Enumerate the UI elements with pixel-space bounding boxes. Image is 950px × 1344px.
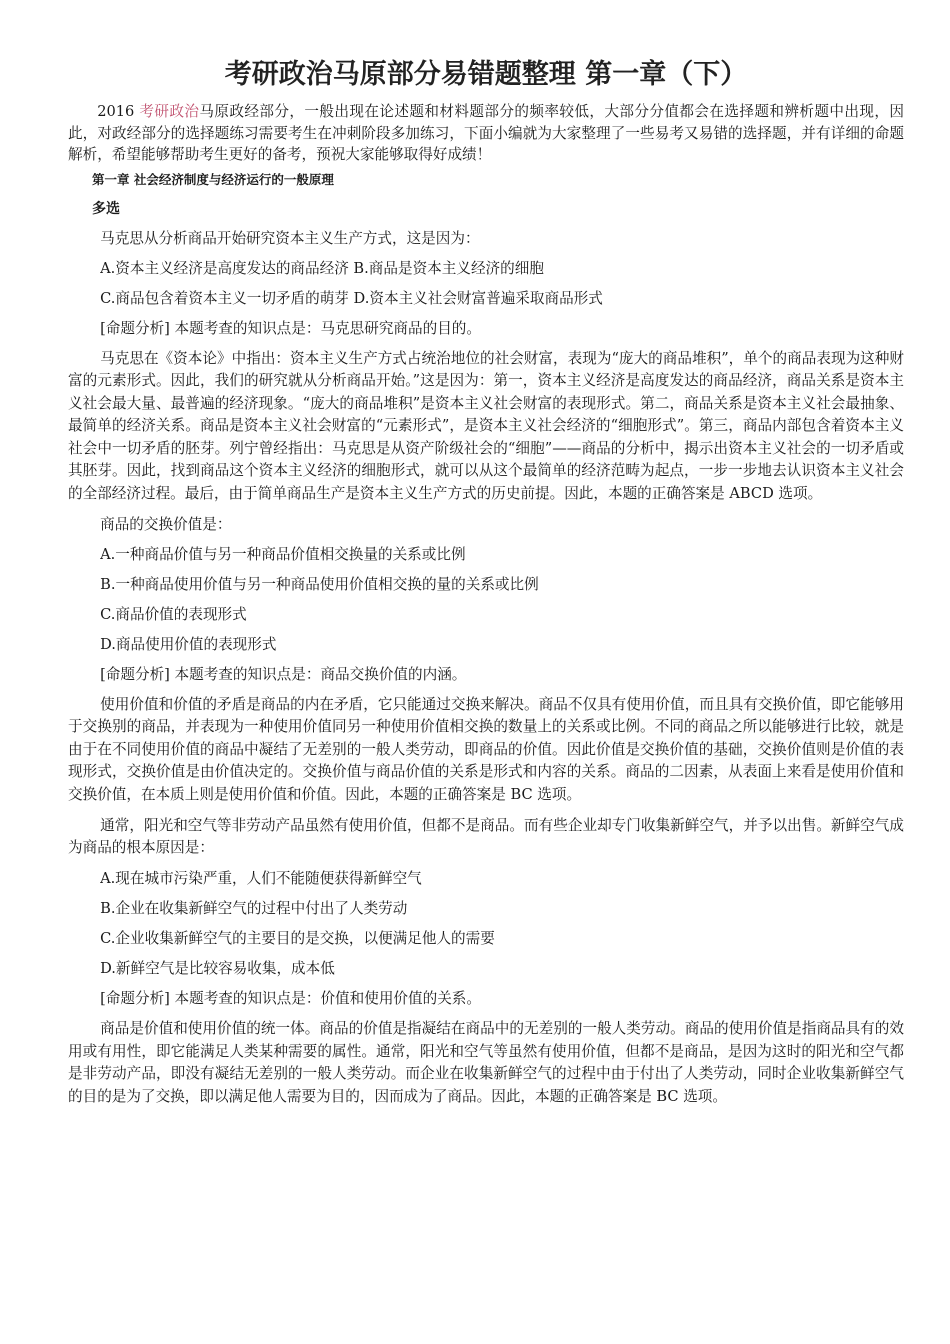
question-stem: 马克思从分析商品开始研究资本主义生产方式，这是因为： — [100, 229, 480, 247]
analysis-label: [命题分析] 本题考查的知识点是：商品交换价值的内涵。 — [100, 665, 467, 683]
option-line: B.一种商品使用价值与另一种商品使用价值相交换的量的关系或比例 — [100, 575, 539, 593]
analysis-label: [命题分析] 本题考查的知识点是：价值和使用价值的关系。 — [100, 990, 481, 1007]
section-heading: 多选 — [92, 200, 120, 217]
page-title: 考研政治马原部分易错题整理 第一章（下） — [224, 59, 748, 90]
explanation-paragraph: 使用价值和价值的矛盾是商品的内在矛盾，它只能通过交换来解决。商品不仅具有使用价值，而且具有交换价值，即它能够用于交换别的商品，并表现为一种使用价值同另一种使用价值相交换的数量上的关系或比例。不同的商品之所以能够进行比较，就是由于在不同使用价值的商品中凝结了无差别的一般人类劳动，即商品的价值。因此价值是交换价值的基础，交换价值则是价值的表现形式，交换价值是由价值决定的。交换价值与商品价值的关系是形式和内容的关系。商品的二因素，从表面上来看是使用价值和交换价值，在本质上则是使用价值和价值。因此，本题的正确答案是 BC 选项。 — [68, 695, 904, 803]
option-line: C.商品价值的表现形式 — [100, 605, 247, 623]
intro-paragraph — [68, 101, 904, 166]
question-stem: 通常，阳光和空气等非劳动产品虽然有使用价值，但都不是商品。而有些企业却专门收集新鲜空气，并予以出售。新鲜空气成为商品的根本原因是： — [68, 816, 904, 856]
option-line: C.商品包含着资本主义一切矛盾的萌芽 D.资本主义社会财富普遍采取商品形式 — [100, 289, 603, 307]
document-page — [68, 52, 904, 1117]
option-line: A.现在城市污染严重，人们不能随便获得新鲜空气 — [100, 870, 422, 887]
option-line: C.企业收集新鲜空气的主要目的是交换，以便满足他人的需要 — [100, 930, 495, 947]
intro-link[interactable]: 考研政治 — [139, 103, 200, 120]
analysis-label: [命题分析] 本题考查的知识点是：马克思研究商品的目的。 — [100, 319, 481, 337]
option-line: D.商品使用价值的表现形式 — [100, 635, 277, 653]
question-1 — [68, 228, 904, 506]
option-line: B.企业在收集新鲜空气的过程中付出了人类劳动 — [100, 900, 408, 917]
option-line: A.一种商品价值与另一种商品价值相交换量的关系或比例 — [100, 545, 466, 563]
option-line: D.新鲜空气是比较容易收集，成本低 — [100, 960, 335, 977]
chapter-heading: 第一章 社会经济制度与经济运行的一般原理 — [92, 171, 334, 187]
explanation-paragraph: 马克思在《资本论》中指出：资本主义生产方式占统治地位的社会财富，表现为“庞大的商品堆积”，单个的商品表现为这种财富的元素形式。因此，我们的研究就从分析商品开始。”这是因为：第一，资本主义经济是高度发达的商品经济，商品关系是资本主义社会最大量、最普遍的经济现象。“庞大的商品堆积”是资本主义社会财富的表现形式。第二，商品关系是资本主义社会最抽象、最简单的经济关系。商品是资本主义社会财富的“元素形式”，是资本主义社会经济的“细胞形式”。第三，商品内部包含着资本主义社会中一切矛盾的胚芽。列宁曾经指出：马克思是从资产阶级社会的“细胞”——商品的分析中，揭示出资本主义社会的一切矛盾或其胚芽。因此，找到商品这个资本主义经济的细胞形式，就可以从这个最简单的经济范畴为起点，一步一步地去认识资本主义社会的全部经济过程。最后，由于简单商品生产是资本主义生产方式的历史前提。因此，本题的正确答案是 ABCD 选项。 — [68, 349, 904, 502]
question-3 — [68, 815, 904, 1109]
intro-prefix: 2016 — [97, 103, 140, 120]
question-stem: 商品的交换价值是： — [100, 515, 232, 533]
option-line: A.资本主义经济是高度发达的商品经济 B.商品是资本主义经济的细胞 — [100, 259, 544, 277]
explanation-paragraph: 商品是价值和使用价值的统一体。商品的价值是指凝结在商品中的无差别的一般人类劳动。商品的使用价值是指商品具有的效用或有用性，即它能满足人类某种需要的属性。通常，阳光和空气等虽然有使用价值，但都不是商品，是因为这时的阳光和空气都是非劳动产品，即没有凝结无差别的一般人类劳动。而企业在收集新鲜空气的过程中由于付出了人类劳动，同时企业收集新鲜空气的目的是为了交换，即以满足他人需要为目的，因而成为了商品。因此，本题的正确答案是 BC 选项。 — [68, 1020, 904, 1105]
intro-text: 马原政经部分，一般出现在论述题和材料题部分的频率较低，大部分分值都会在选择题和辨析题中出现，因此，对政经部分的选择题练习需要考生在冲刺阶段多加练习，下面小编就为大家整理了一些易考又易错的选择题，并有详细的命题解析，希望能够帮助考生更好的备考，预祝大家能够取得好成绩！ — [68, 103, 904, 163]
question-2 — [68, 514, 904, 807]
